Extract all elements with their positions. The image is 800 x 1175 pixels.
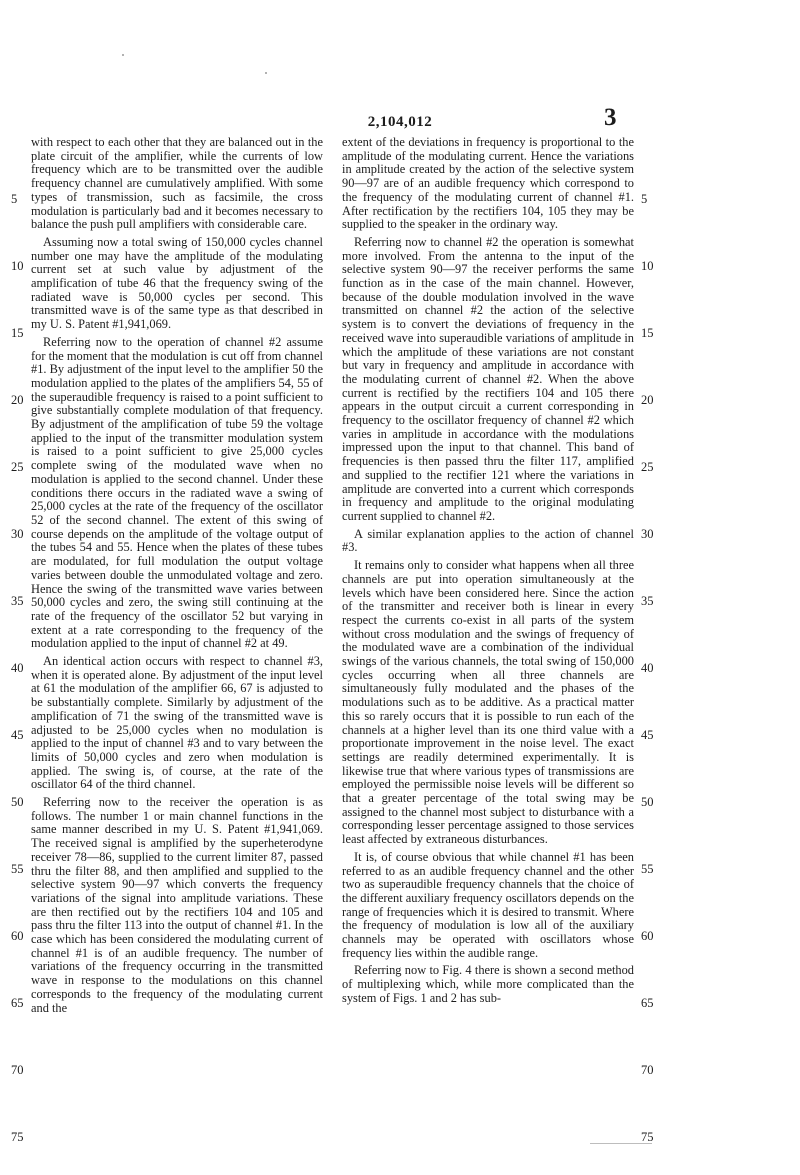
line-number-left: 55 [11, 862, 24, 876]
right-text-column [342, 136, 634, 1010]
line-number-right: 45 [641, 728, 654, 742]
line-number-right: 25 [641, 460, 654, 474]
line-number-right: 75 [641, 1130, 654, 1144]
paragraph: It is, of course obvious that while channel #1 has been referred to as an audible frequency channel and the other two as superaudible frequency channels that the choice of the different auxiliary frequency oscillators depends on the range of frequencies which it is desired to transmit. Where the frequency of modulation is low all of the auxiliary channels may be operated with oscillators whose frequency lies within the audible range. [342, 849, 634, 960]
line-number-right: 50 [641, 795, 654, 809]
line-number-right: 55 [641, 862, 654, 876]
paragraph: extent of the deviations in frequency is proportional to the amplitude of the modulating current. Hence the variations in amplitude created by the action of the selective system 90—97 are of an audible frequency which correspond to the frequency of the modulating current of channel #1. After rectification by the rectifiers 104, 105 they may be supplied to the speaker in the ordinary way. [342, 135, 634, 232]
paragraph: Referring now to channel #2 the operation is somewhat more involved. From the antenna to the input of the selective system 90—97 the receiver performs the same function as in the case of the main channel. However, because of the double modulation involved in the wave transmitted on channel #2 the action of the selective system is to convert the deviations of frequency in the received wave into superaudible variations of amplitude in which the amplitude of these variations are not constant but vary in frequency and amplitude in accordance with the modulating current of channel #2. When the above current is rectified by the rectifiers 104 and 105 there appears in the output circuit a current corresponding in frequency to the oscillator frequency of channel #2 which varies in amplitude in accordance with the modulations impressed upon the input to that channel. This band of frequencies is then passed thru the filter 117, amplified and supplied to the rectifier 121 where the variations in amplitude are converted into a current which corresponds in frequency and amplitude to the original modulating current supplied to channel #2. [342, 234, 634, 523]
line-number-left: 50 [11, 795, 24, 809]
scan-dot [265, 72, 267, 74]
line-number-right: 70 [641, 1063, 654, 1077]
line-number-left: 45 [11, 728, 24, 742]
scan-dot [122, 54, 124, 56]
line-number-right: 5 [641, 192, 648, 206]
line-number-left: 20 [11, 393, 24, 407]
line-number-right: 65 [641, 996, 654, 1010]
line-number-left: 10 [11, 259, 24, 273]
line-number-left: 5 [11, 192, 18, 206]
line-number-left: 15 [11, 326, 24, 340]
line-number-left: 25 [11, 460, 24, 474]
paragraph: Referring now to Fig. 4 there is shown a second method of multiplexing which, while more complicated than the system of Figs. 1 and 2 has sub- [342, 963, 634, 1005]
line-number-right: 40 [641, 661, 654, 675]
paragraph: Referring now to the receiver the operation is as follows. The number 1 or main channel functions in the same manner described in my U. S. Patent #1,941,069. The received signal is amplified by the superheterodyne receiver 78—86, supplied to the current limiter 87, passed thru the filter 88, and then amplified and supplied to the selective system 90—97 which converts the frequency variations of the signal into amplitude variations. These are then rectified out by the rectifiers 104 and 105 and pass thru the filter 113 into the output of channel #1. In the case which has been considered the modulating current of channel #1 is of an audible frequency. The number of variations of the frequency occurring in the transmitted wave in response to the modulations on this channel corresponds to the frequency of the modulating current and the [31, 795, 323, 1015]
line-number-right: 30 [641, 527, 654, 541]
paragraph: An identical action occurs with respect to channel #3, when it is operated alone. By adjustment of the input level at 61 the modulation of the amplifier 66, 67 is adjusted to be substantially complete. Similarly by adjustment of the amplification of 71 the swing of the transmitted wave is adjusted to be 25,000 cycles when no modulation is applied to the input of channel #3 and to vary between the limits of 50,000 cycles and zero when modulation is applied. The swing is, of course, at the rate of the oscillator 64 of the third channel. [31, 654, 323, 792]
paragraph: Assuming now a total swing of 150,000 cycles channel number one may have the amplitude of the modulating current set at such value by adjustment of the amplification of tube 46 that the frequency swing of the radiated wave is 50,000 cycles per second. This transmitted wave is of the same type as that described in my U. S. Patent #1,941,069. [31, 234, 323, 332]
line-number-left: 40 [11, 661, 24, 675]
line-number-right: 15 [641, 326, 654, 340]
left-text-column [31, 136, 323, 1019]
line-number-left: 60 [11, 929, 24, 943]
line-number-left: 65 [11, 996, 24, 1010]
patent-number-header: 2,104,012 [367, 114, 433, 130]
line-number-right: 10 [641, 259, 654, 273]
line-number-right: 35 [641, 594, 654, 608]
line-number-left: 30 [11, 527, 24, 541]
line-number-right: 20 [641, 393, 654, 407]
paragraph: It remains only to consider what happens when all three channels are put into operation simultaneously at the levels which have been considered here. Since the action of the transmitter and receiver both is linear in every respect the currents co-exist in all parts of the system without cross modulation and the swings of frequency of the modulated wave are a combination of the individual swings of the various channels, the total swing of 150,000 cycles occurring when all three channels are simultaneously fully modulated and the phases of the modulations such as to be additive. As a practical matter this so rarely occurs that it is possible to run each of the channels at a higher level than its one third value with a proportionate improvement in the noise level. The exact settings are readily determined experimentally. It is likewise true that where various types of transmissions are employed the permissible noise levels will be different so that a greater percentage of the total swing may be assigned to the channel most subject to disturbance with a corresponding lesser percentage assigned to those services least affected by extraneous disturbances. [342, 558, 634, 847]
line-number-left: 35 [11, 594, 24, 608]
paragraph: with respect to each other that they are balanced out in the plate circuit of the amplifier, while the currents of low frequency which are to be transmitted over the audible frequency channel are cumulatively amplified. With some types of transmission, such as facsimile, the cross modulation is particularly bad and it becomes necessary to balance the push pull amplifiers with considerable care. [31, 135, 323, 232]
page-number: 3 [604, 104, 617, 131]
paragraph: A similar explanation applies to the action of channel #3. [342, 526, 634, 555]
line-number-right: 60 [641, 929, 654, 943]
line-number-left: 70 [11, 1063, 24, 1077]
line-number-left: 75 [11, 1130, 24, 1144]
paragraph: Referring now to the operation of channel #2 assume for the moment that the modulation is cut off from channel #1. By adjustment of the input level to the amplifier 50 the modulation applied to the plates of the amplifiers 54, 55 of the superaudible frequency is raised to a point sufficient to give substantially complete modulation of that frequency. By adjustment of the amplification of tube 59 the voltage applied to the input of the transmitter modulation system is raised to a point sufficient to give 25,000 cycles complete swing of the modulated wave when no modulation is applied to the second channel. Under these conditions there occurs in the radiated wave a swing of 25,000 cycles at the rate of the frequency of the oscillator 52 of the second channel. The extent of this swing of course depends on the amplitude of the voltage output of the tubes 54 and 55. Hence when the plates of these tubes are modulated, for full modulation the output voltage varies between double the unmodulated voltage and zero. Hence the swing of the transmitted wave varies between 50,000 cycles and zero, the swing still continuing at the rate of the frequency of the oscillator 52 but varying in extent at a rate corresponding to the frequency of the modulation applied to the input of channel #2 at 49. [31, 334, 323, 651]
